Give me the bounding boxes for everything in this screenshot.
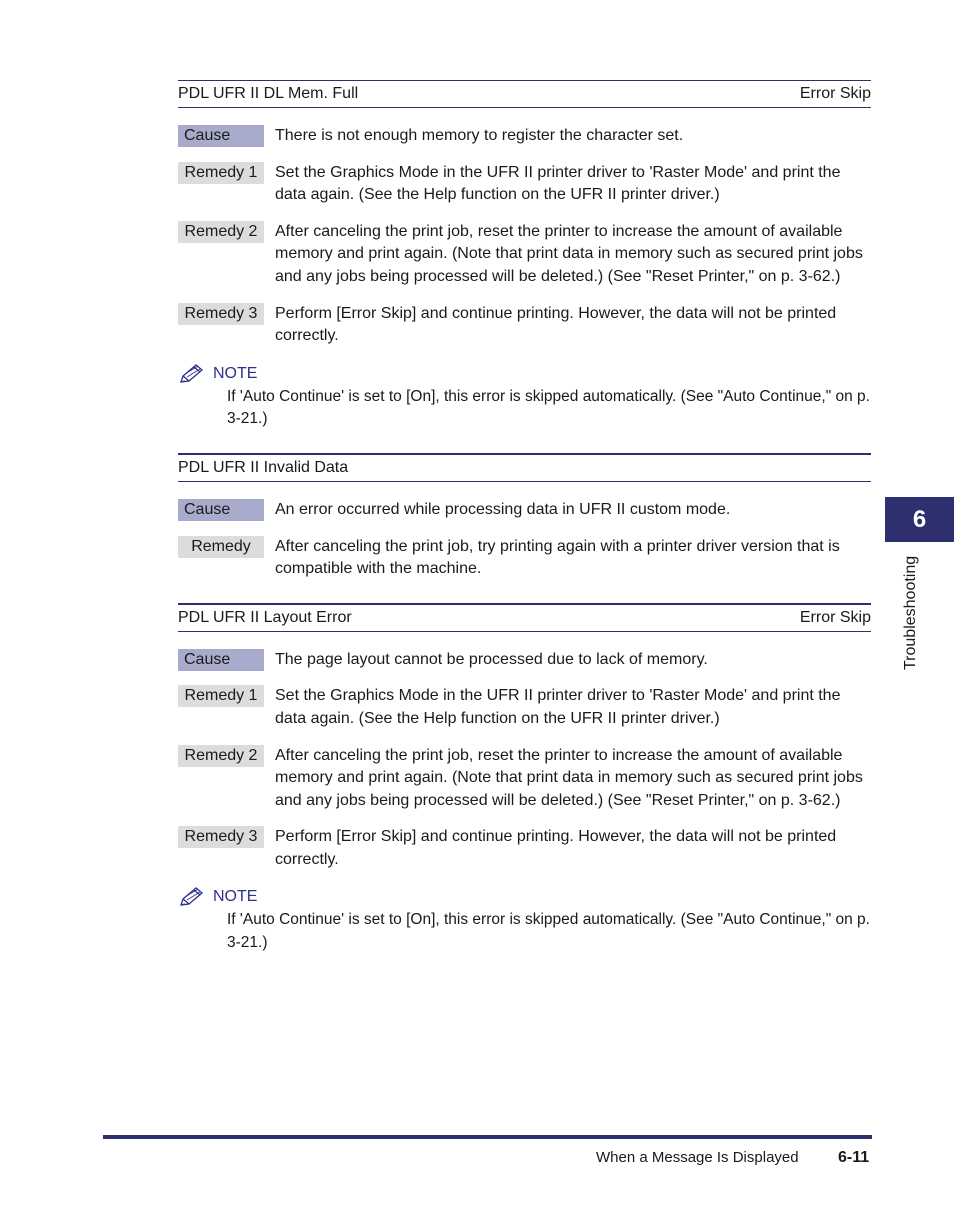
cause-label: Cause [178, 499, 264, 521]
remedy-text: After canceling the print job, reset the printer to increase the amount of available memory and print again. (Note that print data in memory such as secured print jobs and any jobs being processed will be deleted.) (See "Reset Printer," on p. 3-62.) [275, 746, 863, 809]
section-title: PDL UFR II Invalid Data [178, 458, 349, 476]
error-skip-label: Error Skip [799, 85, 871, 102]
remedy-row [178, 536, 871, 581]
section-header [178, 603, 871, 632]
footer-title: When a Message Is Displayed [596, 1149, 799, 1166]
note-label: NOTE [213, 364, 258, 382]
cause-text: There is not enough memory to register the character set. [275, 127, 684, 144]
remedy-label: Remedy 2 [178, 221, 264, 243]
remedy-label: Remedy 1 [178, 685, 264, 707]
remedy-label: Remedy [178, 536, 264, 558]
note-block [178, 362, 871, 431]
error-section-dl-mem-full [178, 80, 871, 431]
remedy-label: Remedy 3 [178, 826, 264, 848]
cause-label: Cause [178, 649, 264, 671]
remedy-label: Remedy 2 [178, 745, 264, 767]
remedy-text: After canceling the print job, try printing again with a printer driver version that is compatible with the machine. [275, 537, 840, 578]
section-title: PDL UFR II DL Mem. Full [178, 85, 359, 102]
remedy-text: Set the Graphics Mode in the UFR II printer driver to 'Raster Mode' and print the data again. (See the Help function on the UFR II printer driver.) [275, 163, 841, 204]
remedy-row [178, 745, 871, 813]
remedy-text: Perform [Error Skip] and continue printing. However, the data will not be printed correctly. [275, 304, 837, 345]
cause-row [178, 499, 871, 522]
error-section-invalid-data [178, 453, 871, 581]
remedy-label: Remedy 3 [178, 303, 264, 325]
pencil-icon [178, 885, 206, 909]
remedy-row [178, 303, 871, 348]
section-title: PDL UFR II Layout Error [178, 608, 352, 626]
section-header [178, 453, 871, 482]
remedy-row [178, 221, 871, 289]
page-number: 6-11 [838, 1149, 870, 1166]
remedy-text: After canceling the print job, reset the printer to increase the amount of available memory and print again. (Note that print data in memory such as secured print jobs and any jobs being processed will be deleted.) (See "Reset Printer," on p. 3-62.) [275, 222, 863, 285]
note-text: If 'Auto Continue' is set to [On], this error is skipped automatically. (See "Auto Continue," on p. 3-21.) [227, 911, 870, 952]
remedy-label: Remedy 1 [178, 162, 264, 184]
remedy-row [178, 685, 871, 730]
chapter-label: Troubleshooting [902, 555, 919, 670]
page-content [178, 80, 871, 977]
cause-row [178, 649, 871, 672]
remedy-row [178, 162, 871, 207]
footer-rule [103, 1135, 872, 1139]
error-section-layout-error [178, 603, 871, 955]
chapter-tab: 6 [885, 497, 954, 542]
cause-row [178, 125, 871, 148]
note-text: If 'Auto Continue' is set to [On], this error is skipped automatically. (See "Auto Continue," on p. 3-21.) [227, 387, 870, 428]
section-header [178, 80, 871, 108]
pencil-icon [178, 362, 206, 386]
remedy-row [178, 826, 871, 871]
cause-text: The page layout cannot be processed due to lack of memory. [275, 650, 708, 668]
remedy-text: Perform [Error Skip] and continue printing. However, the data will not be printed correctly. [275, 828, 837, 868]
cause-label: Cause [178, 125, 264, 147]
remedy-text: Set the Graphics Mode in the UFR II printer driver to 'Raster Mode' and print the data again. (See the Help function on the UFR II printer driver.) [275, 687, 841, 727]
note-block [178, 885, 871, 954]
cause-text: An error occurred while processing data in UFR II custom mode. [275, 500, 731, 518]
note-label: NOTE [213, 888, 258, 906]
error-skip-label: Error Skip [799, 608, 871, 626]
